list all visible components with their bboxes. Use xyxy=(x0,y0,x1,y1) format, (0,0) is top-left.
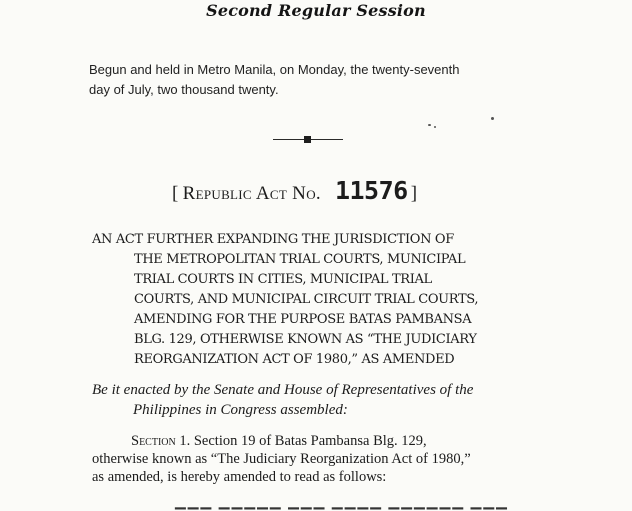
act-title-line: AN ACT FURTHER EXPANDING THE JURISDICTION OF xyxy=(92,232,454,247)
act-title-line: BLG. 129, OTHERWISE KNOWN AS “THE JUDICIARY xyxy=(134,332,477,347)
section-1 xyxy=(92,432,562,486)
ra-label: Republic Act No. xyxy=(182,183,321,204)
enacting-line-1: Be it enacted by the Senate and House of Representatives of the xyxy=(92,382,474,398)
enacting-clause xyxy=(92,380,562,420)
divider-square-icon xyxy=(304,136,311,143)
divider-ornament-icon xyxy=(273,136,343,144)
section-1-line-2: otherwise known as “The Judiciary Reorganization Act of 1980,” xyxy=(92,451,471,467)
section-1-line-1 xyxy=(92,432,562,450)
ra-number: 11576 xyxy=(334,176,408,205)
session-heading: Second Regular Session xyxy=(206,1,426,20)
republic-act-heading xyxy=(172,176,417,205)
act-title-line: THE METROPOLITAN TRIAL COURTS, MUNICIPAL xyxy=(134,252,466,267)
scan-speck xyxy=(434,126,436,128)
enacting-line-2: Philippines in Congress assembled: xyxy=(133,402,348,418)
begun-paragraph xyxy=(89,60,549,100)
ra-open-bracket: [ xyxy=(172,183,179,204)
act-title xyxy=(92,230,557,370)
act-title-line: TRIAL COURTS IN CITIES, MUNICIPAL TRIAL xyxy=(134,272,432,287)
section-1-line-3: as amended, is hereby amended to read as follows: xyxy=(92,469,387,485)
act-title-line: AMENDING FOR THE PURPOSE BATAS PAMBANSA xyxy=(134,312,472,327)
begun-line-1: Begun and held in Metro Manila, on Monday, the twenty-seventh xyxy=(89,62,460,77)
section-label: Section 1. xyxy=(131,433,191,449)
section-1-line-1-text: Section 19 of Batas Pambansa Blg. 129, xyxy=(193,433,427,449)
cut-off-text-fragment: ▁▁▁ ▁▁▁▁▁ ▁▁▁ ▁▁▁▁ ▁▁▁▁▁▁ ▁▁▁ xyxy=(175,495,509,510)
scan-speck xyxy=(491,117,494,120)
ra-close-bracket: ] xyxy=(410,183,418,204)
scan-speck xyxy=(428,124,431,126)
begun-line-2: day of July, two thousand twenty. xyxy=(89,82,279,97)
act-title-line: COURTS, AND MUNICIPAL CIRCUIT TRIAL COURTS, xyxy=(134,292,479,307)
act-title-line: REORGANIZATION ACT OF 1980,” AS AMENDED xyxy=(134,352,455,367)
